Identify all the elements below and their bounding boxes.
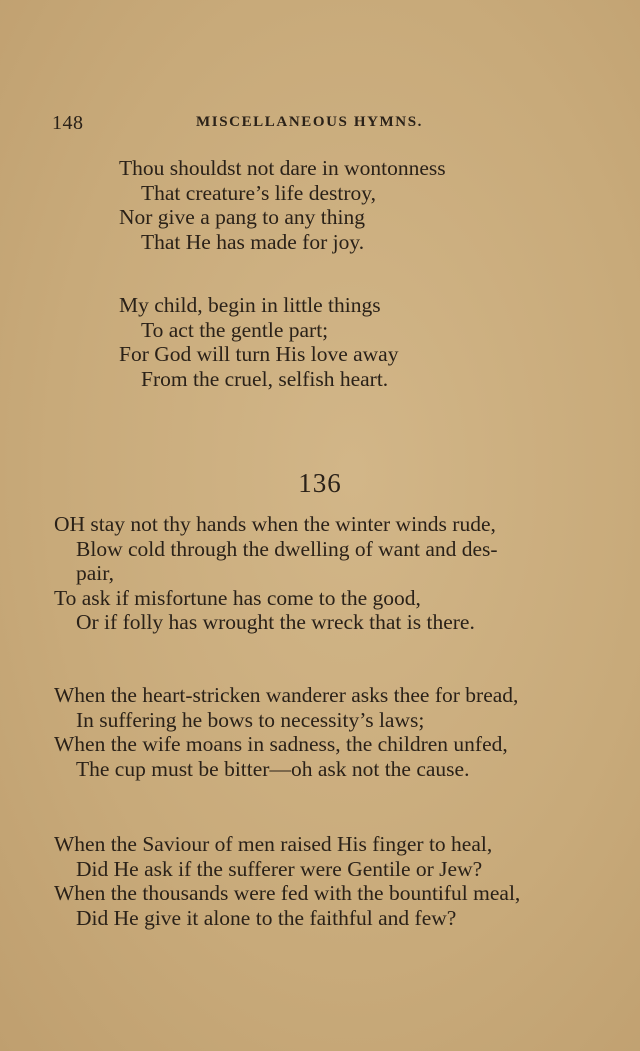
stanza-top-1: [119, 156, 446, 254]
hymn-stanza-2: [54, 683, 518, 781]
verse-line: My child, begin in little things: [119, 293, 381, 317]
verse-line: Blow cold through the dwelling of want and des-: [76, 536, 498, 561]
verse-line: When the thousands were fed with the bountiful meal,: [54, 881, 521, 905]
verse-line: To ask if misfortune has come to the good,: [54, 585, 421, 610]
running-title: MISCELLANEOUS HYMNS.: [196, 114, 424, 130]
hymn-stanza-3: [54, 832, 520, 930]
hymn-stanza-1: [54, 512, 498, 635]
verse-line: The cup must be bitter—oh ask not the cause.: [76, 756, 470, 781]
verse-line: Or if folly has wrought the wreck that is there.: [76, 610, 475, 634]
verse-line: For God will turn His love away: [119, 342, 399, 366]
verse-line: To act the gentle part;: [141, 317, 329, 342]
verse-line: That creature’s life destroy,: [141, 180, 376, 205]
verse-line: From the cruel, selfish heart.: [141, 366, 389, 391]
verse-line: Did He give it alone to the faithful and few?: [76, 905, 457, 930]
verse-line: Thou shouldst not dare in wontonness: [119, 156, 446, 180]
verse-line: Nor give a pang to any thing: [119, 205, 366, 229]
stanza-top-2: [119, 293, 398, 391]
hymn-number: 136: [298, 468, 342, 498]
verse-line: When the Saviour of men raised His finger to heal,: [54, 832, 493, 856]
verse-line: Did He ask if the sufferer were Gentile or Jew?: [76, 856, 483, 881]
verse-line: OH stay not thy hands when the winter winds rude,: [54, 512, 496, 536]
verse-line: pair,: [76, 561, 114, 585]
page-number: 148: [52, 112, 84, 134]
verse-line: When the wife moans in sadness, the children unfed,: [54, 732, 508, 756]
verse-line: In suffering he bows to necessity’s laws;: [76, 707, 425, 732]
verse-line: That He has made for joy.: [141, 229, 365, 254]
verse-line: When the heart-stricken wanderer asks thee for bread,: [54, 683, 519, 707]
